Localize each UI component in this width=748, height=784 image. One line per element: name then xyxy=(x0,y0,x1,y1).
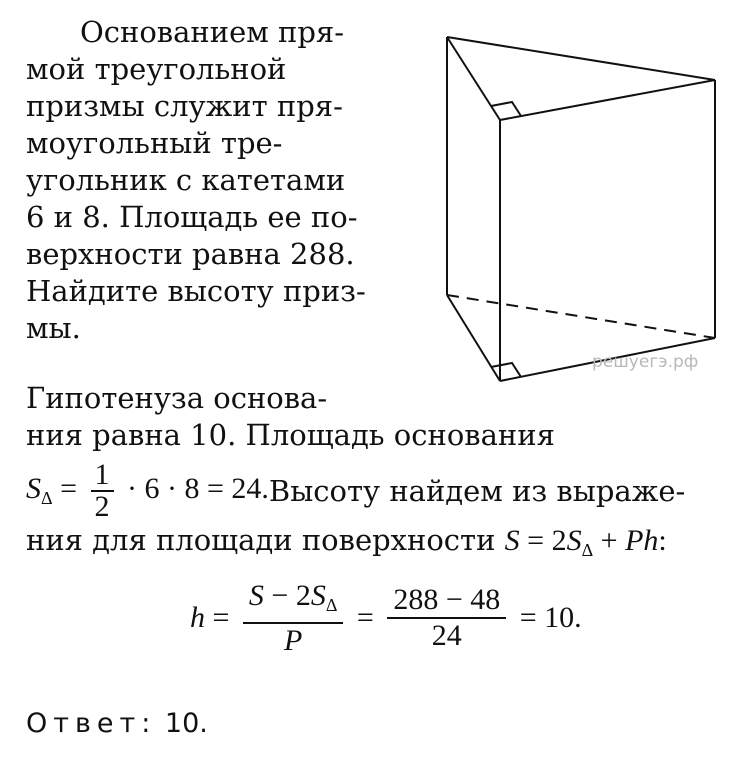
problem-line: мы. xyxy=(26,311,81,345)
answer-label: Ответ: xyxy=(26,708,157,739)
solution-line: Высоту найдем из выраже- xyxy=(268,474,686,508)
top-edge-front xyxy=(500,80,715,120)
watermark: решуегэ.рф xyxy=(592,352,699,372)
bottom-edge-left xyxy=(447,295,500,381)
problem-text xyxy=(26,14,396,347)
fraction-height-general: $\frac{S - 2S_\Delta}{P}$ xyxy=(243,579,344,658)
solution-text xyxy=(26,380,726,454)
problem-line: призмы служит пря- xyxy=(26,89,343,123)
surface-formula: $S = 2S_\Delta + Ph$: xyxy=(504,524,667,560)
problem-line: верхности равна 288. xyxy=(26,237,355,271)
area-expression: $S_\Delta$ = $\frac{1}{2}$ · 6 · 8 = 24. xyxy=(26,458,269,523)
top-edge-left xyxy=(447,37,500,120)
fraction-half: $\frac{1}{2}$ xyxy=(91,460,114,522)
problem-line: 6 и 8. Площадь ее по- xyxy=(26,200,358,234)
top-edge-back xyxy=(447,37,715,80)
problem-line: мой треугольной xyxy=(26,52,287,86)
height-formula: h = $\frac{S - 2S_\Delta}{P}$ = $\frac{288 - 48}{24}$ = 10. xyxy=(190,578,582,657)
answer-value: 10. xyxy=(156,708,208,739)
problem-line: Основанием пря- xyxy=(80,15,345,49)
problem-line: моугольный тре- xyxy=(26,126,283,160)
problem-line: угольник с катетами xyxy=(26,163,346,197)
answer xyxy=(26,708,208,739)
solution-line: Гипотенуза основа- xyxy=(26,381,328,415)
base-area-formula xyxy=(26,458,685,524)
surface-area-line: ния для площади поверхности $S = 2S_\Delta + Ph$: xyxy=(26,523,667,560)
solution-line: ния равна 10. Площадь основания xyxy=(26,418,555,452)
problem-line: Найдите высоту приз- xyxy=(26,274,366,308)
prism-figure xyxy=(430,20,730,390)
fraction-height-numeric: $\frac{288 - 48}{24}$ xyxy=(387,583,506,653)
bottom-edge-hidden xyxy=(447,295,715,338)
